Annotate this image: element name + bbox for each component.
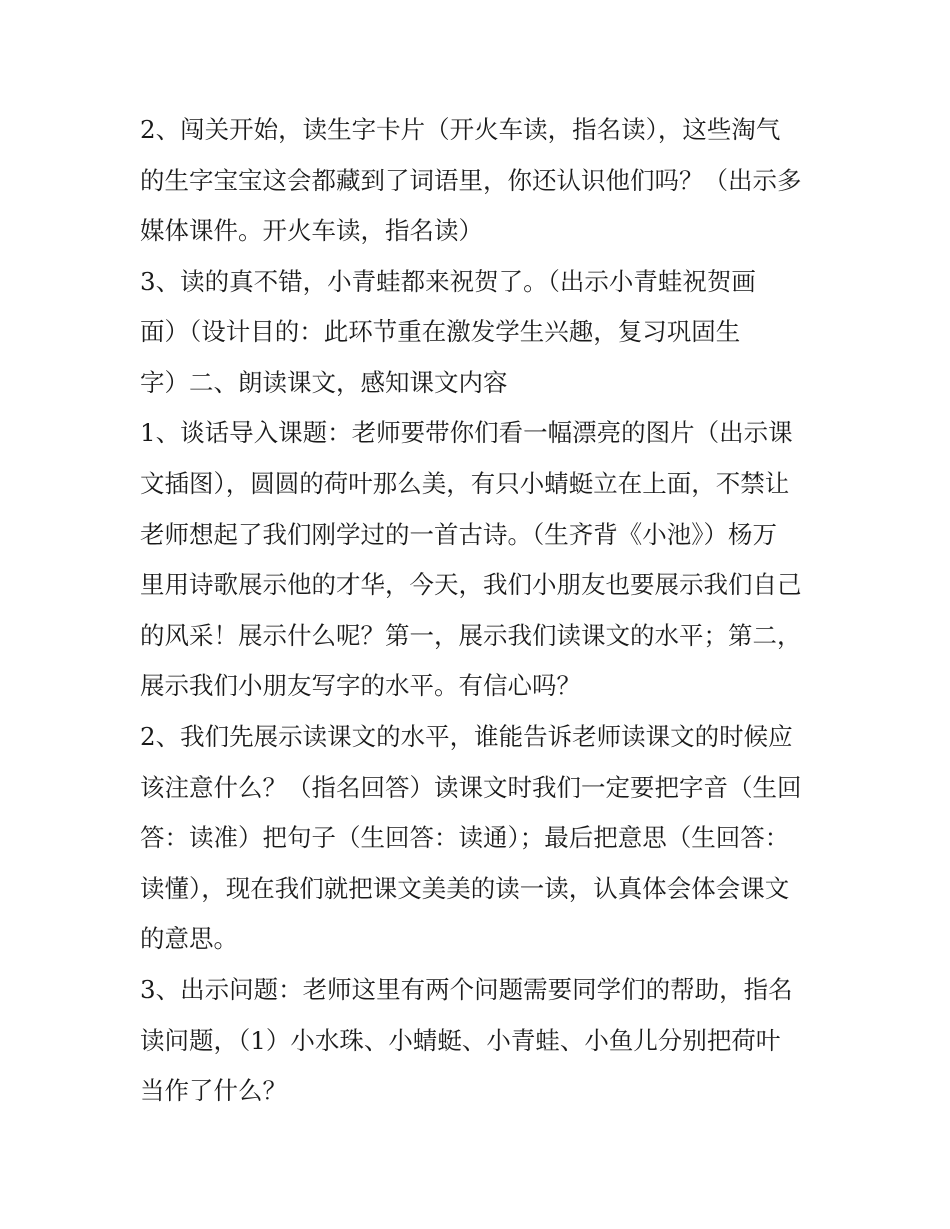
text-line: 答：读准）把句子（生回答：读通）；最后把意思（生回答： xyxy=(140,823,790,852)
text-line: 读问题，（1）小水珠、小蜻蜓、小青蛙、小鱼儿分别把荷叶 xyxy=(140,1026,781,1055)
text-line: 该注意什么？（指名回答）读课文时我们一定要把字音（生回 xyxy=(140,773,802,802)
text-line: 当作了什么？ xyxy=(140,1076,287,1105)
text-line: 面）（设计目的：此环节重在激发学生兴趣，复习巩固生 xyxy=(140,317,741,346)
text-line: 的生字宝宝这会都藏到了词语里，你还认识他们吗？（出示多 xyxy=(140,166,802,195)
text-line: 3、读的真不错，小青蛙都来祝贺了。（出示小青蛙祝贺画 xyxy=(140,267,756,296)
text-line: 1、谈话导入课题：老师要带你们看一幅漂亮的图片（出示课 xyxy=(140,418,793,447)
text-line: 3、出示问题：老师这里有两个问题需要同学们的帮助，指名 xyxy=(140,975,793,1004)
text-line: 里用诗歌展示他的才华，今天，我们小朋友也要展示我们自己 xyxy=(140,570,802,599)
text-line: 2、我们先展示读课文的水平，谁能告诉老师读课文的时候应 xyxy=(140,722,793,751)
text-line: 的风采！展示什么呢？第一，展示我们读课文的水平；第二， xyxy=(140,621,802,650)
text-line: 老师想起了我们刚学过的一首古诗。（生齐背《小池》）杨万 xyxy=(140,520,777,549)
text-line: 展示我们小朋友写字的水平。有信心吗？ xyxy=(140,671,581,700)
text-line: 读懂），现在我们就把课文美美的读一读，认真体会体会课文 xyxy=(140,874,790,903)
text-line: 2、闯关开始，读生字卡片（开火车读，指名读），这些淘气 xyxy=(140,115,781,144)
text-line: 媒体课件。开火车读，指名读） xyxy=(140,216,483,245)
text-line: 文插图），圆圆的荷叶那么美，有只小蜻蜓立在上面，不禁让 xyxy=(140,469,790,498)
text-line: 的意思。 xyxy=(140,924,238,953)
text-line: 字）二、朗读课文，感知课文内容 xyxy=(140,368,508,397)
